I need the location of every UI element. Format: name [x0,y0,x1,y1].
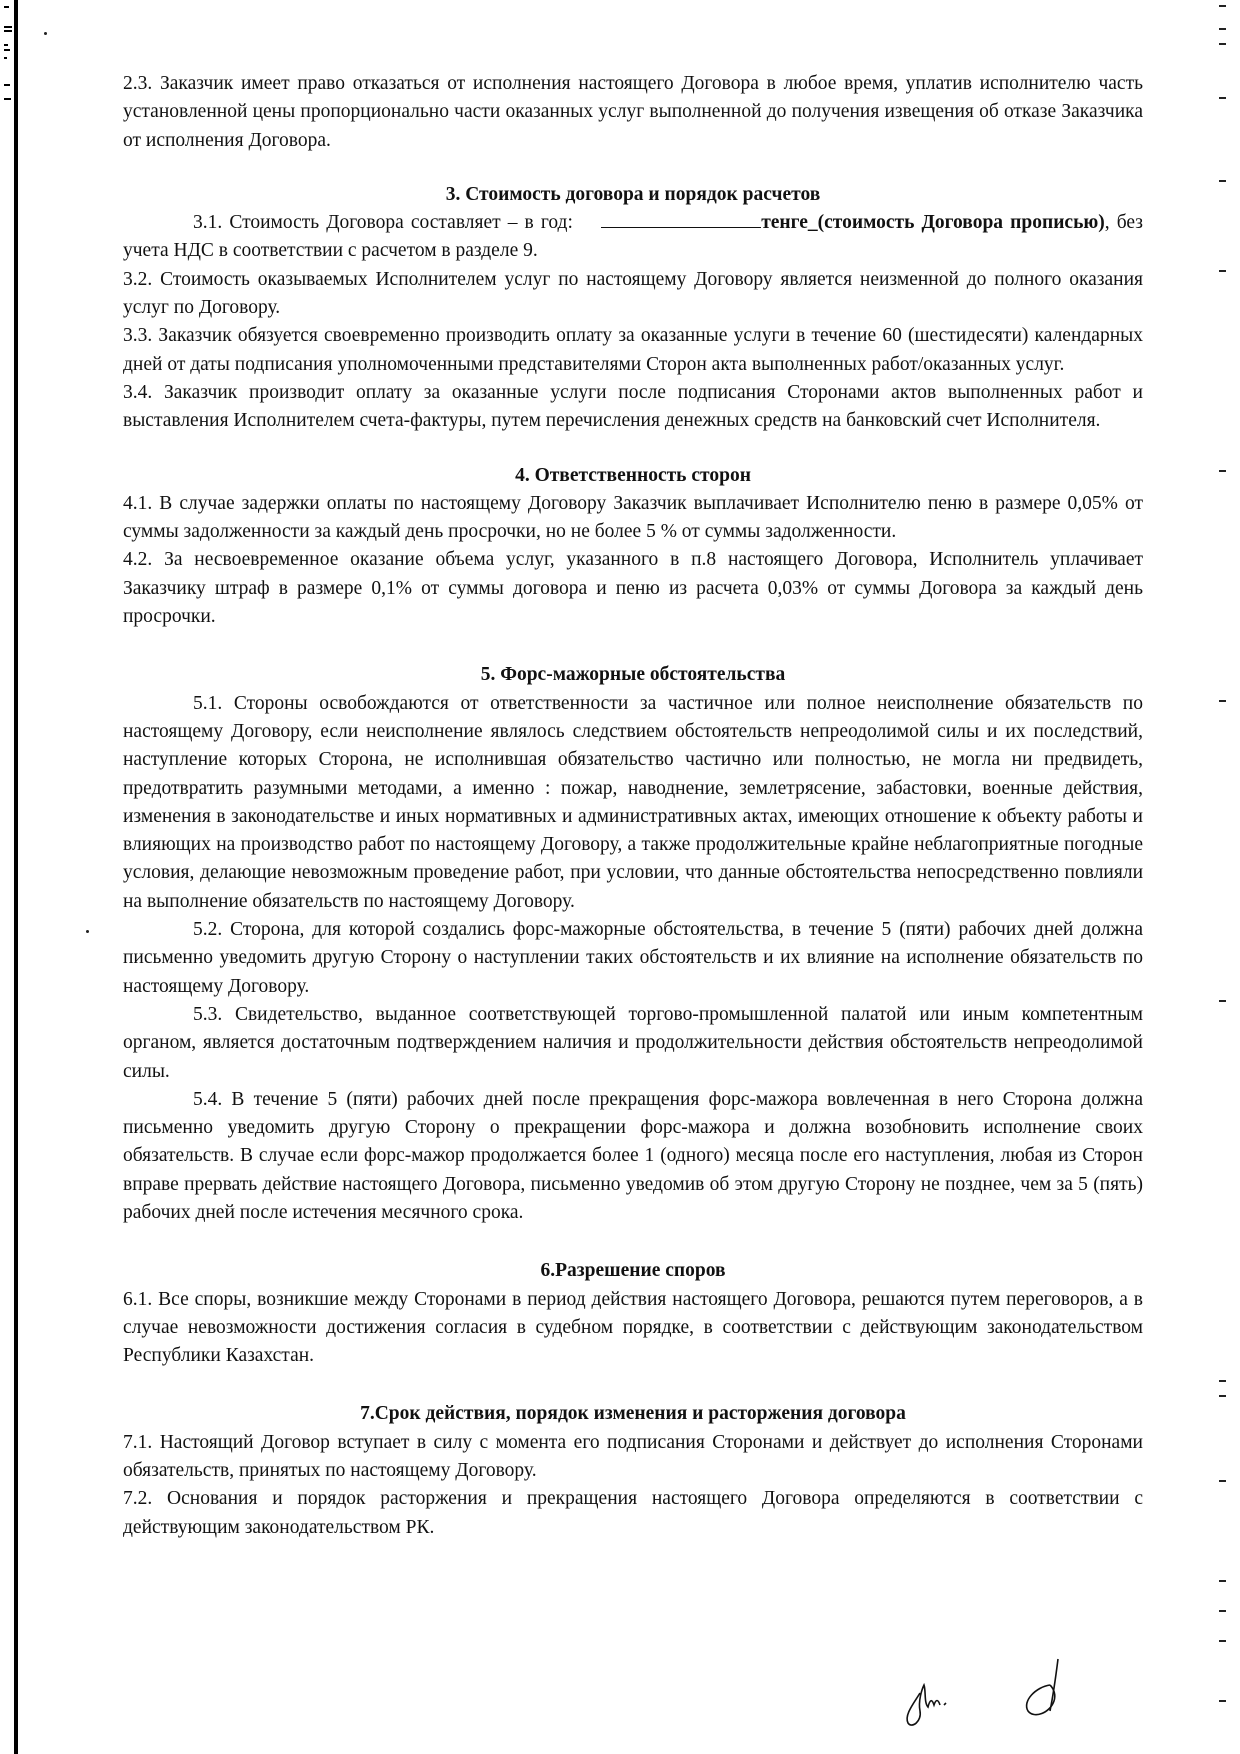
section-6-heading: 6.Разрешение споров [540,1260,726,1282]
clause-5-3: 5.3. Свидетельство, выданное соответствующей торгово-промышленной палатой или иным компетентным органом, является достаточным подтверждением наличия и продолжительности действия обстоятельств непреодолимой силы. [123,1003,1143,1082]
signature-2 [1027,1659,1058,1715]
clause-5-4: 5.4. В течение 5 (пяти) рабочих дней после прекращения форс-мажора вовлеченная в него Сторона должна письменно уведомить другую Сторону о прекращении форс-мажора и должна возобновить исполнение своих обязательств. В случае если форс-мажор продолжается более 1 (одного) месяца после его наступления, любая из Сторон вправе прервать действие настоящего Договора, письменно уведомив об этом другую Сторону не позднее, чем за 5 (пять) рабочих дней после истечения месячного срока. [123,1088,1143,1223]
section-7-heading: 7.Срок действия, порядок изменения и расторжения договора [360,1403,906,1425]
clause-2-3: 2.3. Заказчик имеет право отказаться от исполнения настоящего Договора в любое время, уплатив исполнителю часть установленной цены пропорционально части оказанных услуг выполненной до получения извещения об отказе Заказчика от исполнения Договора. [123,73,1143,151]
clause-3-1 [123,209,1143,266]
signatures [890,1655,1120,1735]
section-5-heading: 5. Форс-мажорные обстоятельства [480,664,786,686]
clause-3-1-suffix: , без учета НДС в соответствии с расчетом в разделе 9. [123,212,1144,262]
clause-4-1: 4.1. В случае задержки оплаты по настоящему Договору Заказчик выплачивает Исполнителю пеню в размере 0,05% от суммы задолженности за каждый день просрочки, но не более 5 % от суммы задолженности. [123,492,1143,543]
contract-page [123,70,1143,1542]
signature-marks [890,1655,1120,1735]
amount-blank-line [601,211,761,228]
section-3-heading: 3. Стоимость договора и порядок расчетов [445,183,821,205]
clause-3-3: 3.3. Заказчик обязуется своевременно производить оплату за оказанные услуги в течение 60 (шестидесяти) календарных дней от даты подписания уполномоченными представителями Сторон акта выполненных работ/оказанных услуг. [123,325,1143,375]
scan-speck [86,930,89,933]
clause-6-1: 6.1. Все споры, возникшие между Сторонами в период действия настоящего Договора, решаются путем переговоров, а в случае невозможности достижения согласия в судебном порядке, в соответствии с действующим законодательством Республики Казахстан. [123,1288,1143,1367]
clause-3-4: 3.4. Заказчик производит оплату за оказанные услуги после подписания Сторонами актов выполненных работ и выставления Исполнителем счета-фактуры, путем перечисления денежных средств на банковский счет Исполнителя. [123,381,1143,432]
clause-7-2: 7.2. Основания и порядок расторжения и прекращения настоящего Договора определяются в соответствии с действующим законодательством РК. [123,1488,1143,1538]
clause-3-1-bold: тенге_(стоимость Договора прописью) [761,212,1105,234]
clause-5-2: 5.2. Сторона, для которой создались форс-мажорные обстоятельства, в течение 5 (пяти) рабочих дней должна письменно уведомить другую Сторону о наступлении таких обстоятельств и их влияние на исполнение обязательств по настоящему Договору. [123,919,1143,997]
clause-7-1: 7.1. Настоящий Договор вступает в силу с момента его подписания Сторонами и действует до исполнения Сторонами обязательств, принятых по настоящему Договору. [123,1431,1143,1482]
clause-3-1-prefix: 3.1. Стоимость Договора составляет – в год: [193,212,573,234]
section-4-heading: 4. Ответственность сторон [515,464,751,486]
scan-speck [44,32,47,35]
clause-4-2: 4.2. За несвоевременное оказание объема услуг, указанного в п.8 настоящего Договора, Исполнитель уплачивает Заказчику штраф в размере 0,1% от суммы договора и пеню из расчета 0,03% от суммы Договора за каждый день просрочки. [123,549,1143,628]
scan-edge-bar [14,0,18,1754]
clause-3-2: 3.2. Стоимость оказываемых Исполнителем услуг по настоящему Договору является неизменной до полного оказания услуг по Договору. [123,268,1143,319]
clause-5-1: 5.1. Стороны освобождаются от ответственности за частичное или полное неисполнение обязательств по настоящему Договору, если неисполнение являлось следствием обстоятельств непреодолимой силы и их последствий, наступление которых Сторона, не исполнившая обязательство частично или полностью, не могла ни предвидеть, предотвратить разумными методами, а именно : пожар, наводнение, землетрясение, забастовки, военные действия, изменения в законодательстве и иных нормативных и административных актах, имеющих отношение к объекту работы и влияющих на производство работ по настоящему Договору, а также продолжительные крайне неблагоприятные погодные условия, делающие невозможным проведение работ, при условии, что данные обстоятельства непосредственно повлияли на выполнение обязательств по настоящему Договору. [123,692,1143,912]
signature-1 [907,1685,946,1725]
